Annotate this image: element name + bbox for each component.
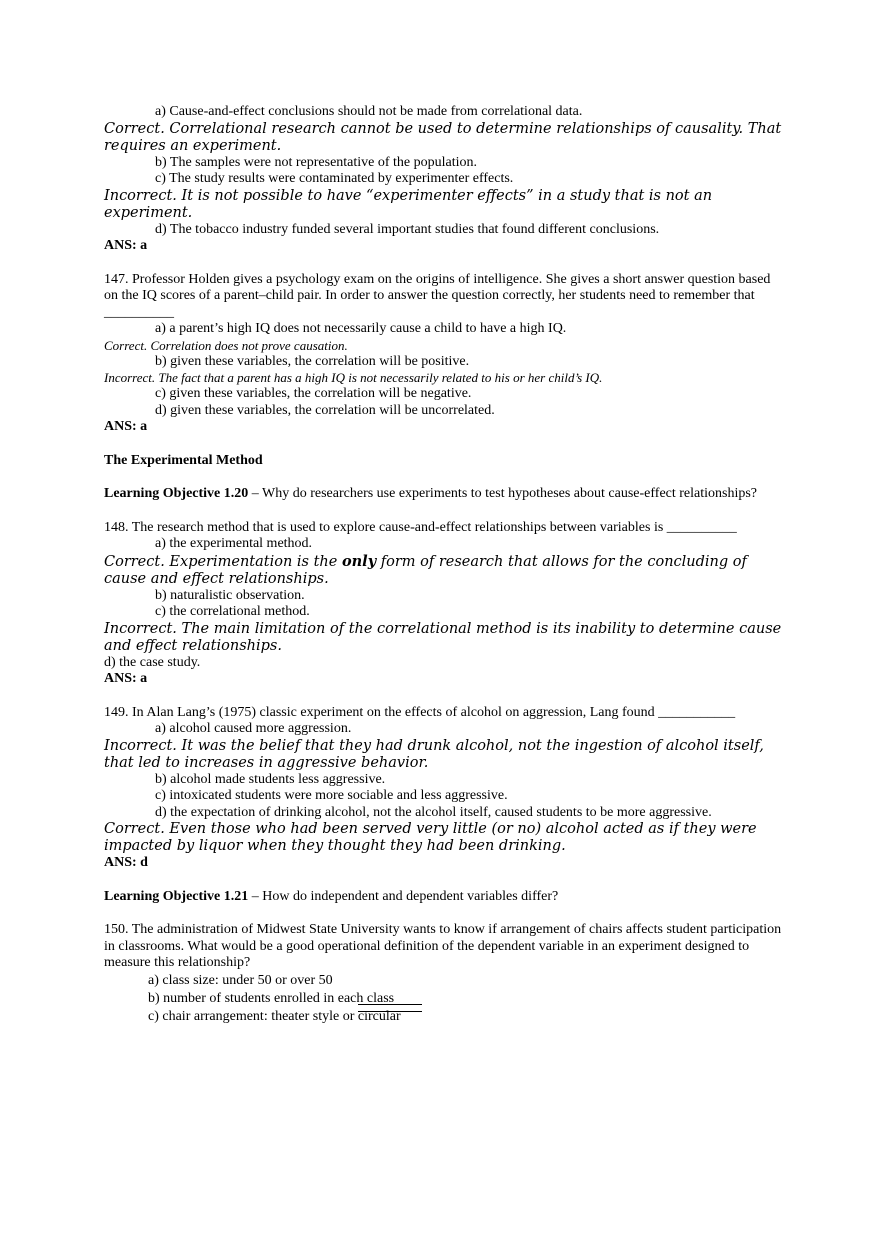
option-c: c) The study results were contaminated by experimenter effects.: [155, 171, 514, 186]
feedback-correct: Correct. Correlation does not prove causation.: [104, 337, 348, 353]
question-150: [104, 922, 784, 1026]
emphasis-only: only: [341, 552, 377, 570]
option-b: b) given these variables, the correlation will be positive.: [155, 353, 470, 369]
answer-key: ANS: a: [104, 238, 148, 253]
learning-objective-1-21: [104, 889, 784, 906]
section-title: The Experimental Method: [104, 452, 263, 468]
feedback-incorrect: Incorrect. It is not possible to have “experimenter effects” in a study that is not an experiment.: [104, 187, 713, 221]
question-147: [104, 272, 784, 436]
option-d: d) the case study.: [104, 654, 201, 670]
option-b: b) alcohol made students less aggressive.: [155, 771, 386, 787]
option-b: b) The samples were not representative of the population.: [155, 154, 478, 170]
question-stem: 147. Professor Holden gives a psychology exam on the origins of intelligence. She gives a short answer question based on the IQ scores of a parent–child pair. In order to answer the question correctly, her students need to remember that __________: [104, 271, 771, 320]
option-c: c) the correlational method.: [155, 604, 310, 619]
option-d: d) The tobacco industry funded several important studies that found different conclusions.: [155, 221, 660, 237]
learning-objective-text: – Why do researchers use experiments to test hypotheses about cause-effect relationships?: [248, 486, 758, 501]
question-stem: 149. In Alan Lang’s (1975) classic experiment on the effects of alcohol on aggression, Lang found ___________: [104, 704, 736, 720]
learning-objective-text: – How do independent and dependent variables differ?: [248, 888, 559, 904]
option-a: a) the experimental method.: [155, 536, 313, 551]
question-148: [104, 520, 784, 688]
answer-key: ANS: a: [104, 671, 148, 686]
option-b: b) number of students enrolled in each class: [148, 990, 395, 1006]
option-c: c) chair arrangement: theater style or circular: [104, 1008, 784, 1026]
option-a: a) Cause-and-effect conclusions should not be made from correlational data.: [155, 104, 583, 119]
struck-word: circular: [358, 1008, 401, 1026]
option-a: a) alcohol caused more aggression.: [155, 721, 352, 736]
question-stem: 150. The administration of Midwest State University wants to know if arrangement of chairs affects student participation in classrooms. What would be a good operational definition of the dependent variable in an experiment designed to measure this relationship?: [104, 922, 782, 970]
answer-key: ANS: d: [104, 855, 148, 870]
option-a: a) a parent’s high IQ does not necessarily cause a child to have a high IQ.: [155, 321, 567, 336]
feedback-incorrect: Incorrect. The main limitation of the correlational method is its inability to determine cause and effect relationships.: [104, 620, 782, 654]
learning-objective-label: Learning Objective 1.20: [104, 486, 249, 501]
learning-objective-label: Learning Objective 1.21: [104, 888, 249, 904]
question-146: [104, 104, 784, 255]
option-c: c) intoxicated students were more sociable and less aggressive.: [155, 788, 508, 803]
question-149: [104, 705, 784, 872]
document-page: [104, 104, 784, 1026]
question-stem: 148. The research method that is used to explore cause-and-effect relationships between variables is __________: [104, 519, 737, 535]
feedback-incorrect: Incorrect. The fact that a parent has a high IQ is not necessarily related to his or her child’s IQ.: [104, 370, 603, 385]
option-c: c) given these variables, the correlation will be negative.: [155, 386, 472, 401]
option-a: a) class size: under 50 or over 50: [148, 972, 333, 988]
strike-marks: [358, 1004, 422, 1014]
feedback-correct: Correct. Even those who had been served very little (or no) alcohol acted as if they were impacted by liquor when they thought they had been drinking.: [104, 821, 757, 854]
option-d: d) given these variables, the correlation will be uncorrelated.: [155, 402, 495, 418]
learning-objective-1-20: [104, 486, 784, 503]
option-b: b) naturalistic observation.: [155, 587, 305, 603]
answer-key: ANS: a: [104, 419, 148, 434]
feedback-correct: Correct. Experimentation is the only form of research that allows for the concluding of cause and effect relationships.: [104, 552, 747, 587]
feedback-correct: Correct. Correlational research cannot be used to determine relationships of causality. That requires an experiment.: [104, 120, 782, 154]
option-d: d) the expectation of drinking alcohol, not the alcohol itself, caused students to be more aggressive.: [155, 804, 712, 820]
feedback-incorrect: Incorrect. It was the belief that they had drunk alcohol, not the ingestion of alcohol itself, that led to increases in aggressive behavior.: [104, 737, 764, 771]
